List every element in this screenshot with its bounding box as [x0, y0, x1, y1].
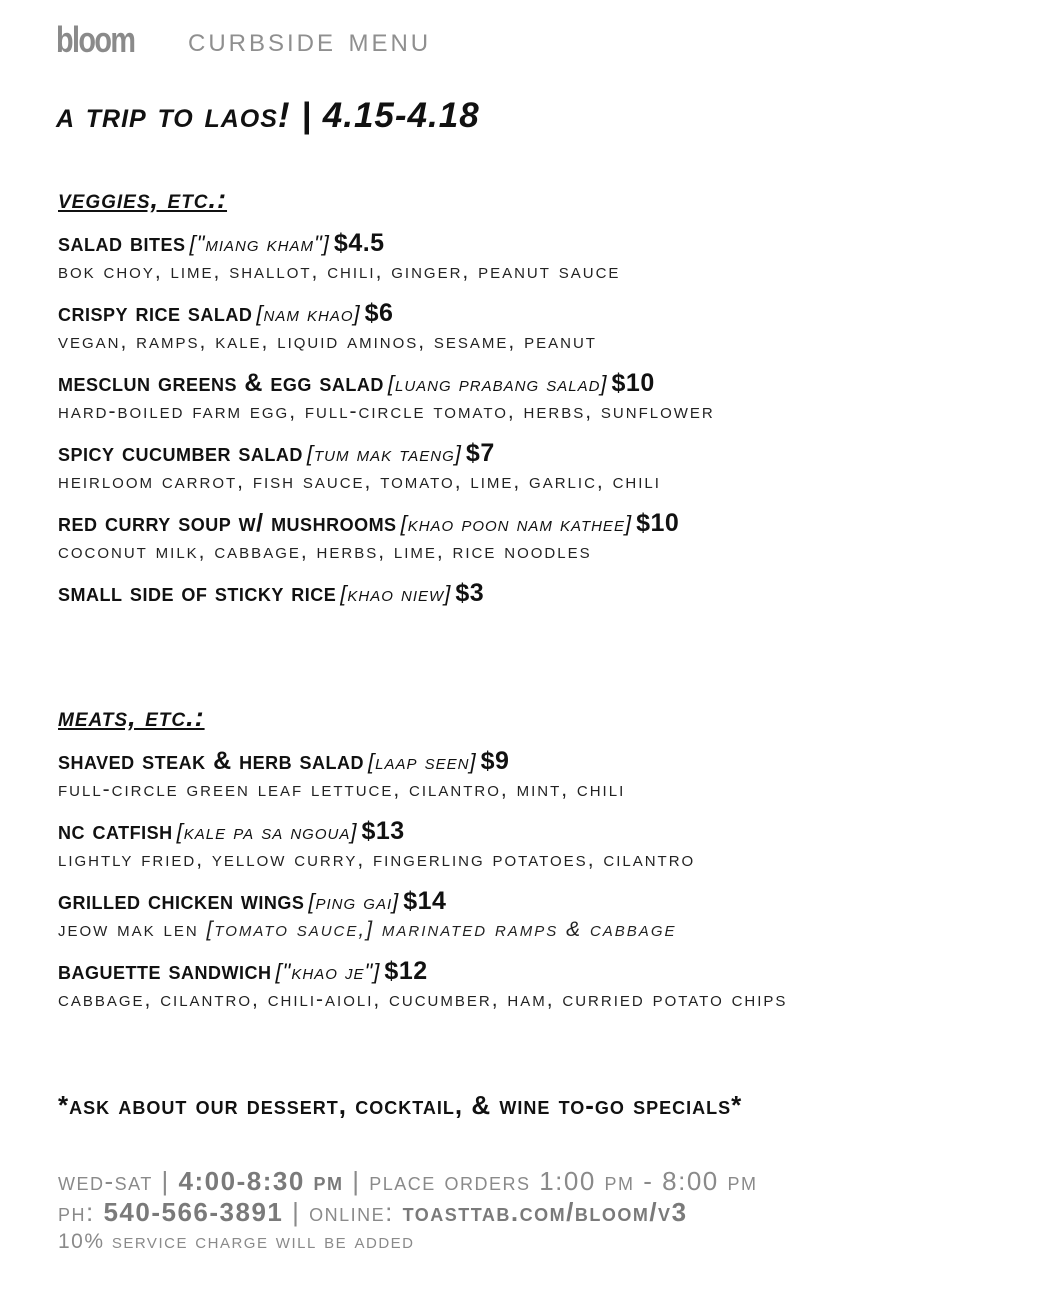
item-name: red curry soup w/ mushrooms: [58, 509, 397, 537]
item-description: vegan, ramps, kale, liquid aminos, sesame, peanut: [58, 330, 597, 353]
item-price: $13: [361, 817, 405, 845]
event-title: a trip to laos! | 4.15-4.18: [56, 96, 480, 135]
item-description: heirloom carrot, fish sauce, tomato, lime, garlic, chili: [58, 470, 661, 493]
section-heading-veggies: veggies, etc.:: [58, 184, 228, 214]
item-price: $6: [364, 299, 394, 327]
service-charge-note: 10% service charge will be added: [58, 1230, 415, 1253]
item-description: lightly fried, yellow curry, fingerling potatoes, cilantro: [58, 848, 696, 871]
specials-note: *ask about our dessert, cocktail, & wine to-go specials*: [58, 1090, 743, 1120]
menu-item: [58, 509, 715, 564]
item-description: [58, 918, 787, 942]
menu-item: [58, 439, 715, 494]
item-description: hard-boiled farm egg, full-circle tomato, herbs, sunflower: [58, 400, 715, 423]
item-alt-name: [kale pa sa ngoua]: [176, 819, 358, 844]
meats-section: [58, 702, 787, 1027]
days-text: wed-sat |: [58, 1166, 170, 1196]
item-price: $3: [455, 579, 485, 607]
menu-title: curbside menu: [188, 20, 432, 59]
menu-item: [58, 957, 787, 1012]
item-price: $12: [384, 957, 428, 985]
item-name: grilled chicken wings: [58, 887, 305, 915]
item-name: mesclun greens & egg salad: [58, 369, 384, 397]
item-alt-name: [ping gai]: [308, 889, 400, 914]
phone-label: ph:: [58, 1197, 95, 1227]
item-description-sauce: jeow mak len: [58, 918, 199, 941]
item-price: $10: [611, 369, 655, 397]
order-url-link[interactable]: toasttab.com/bloom/v3: [402, 1197, 688, 1227]
item-name: small side of sticky rice: [58, 579, 337, 607]
item-alt-name: [khao poon nam kathee]: [400, 511, 633, 536]
veggies-section: [58, 184, 715, 623]
menu-header: [56, 14, 431, 66]
item-description: full-circle green leaf lettuce, cilantro, mint, chili: [58, 778, 626, 801]
phone-number[interactable]: 540-566-3891: [103, 1197, 284, 1227]
item-name: spicy cucumber salad: [58, 439, 303, 467]
menu-item: [58, 817, 787, 872]
item-alt-name: ["miang kham"]: [189, 231, 330, 256]
menu-item: [58, 229, 715, 284]
item-name: baguette sandwich: [58, 957, 272, 985]
menu-item: [58, 299, 715, 354]
item-name: crispy rice salad: [58, 299, 253, 327]
footer-info: [58, 1166, 757, 1254]
item-alt-name: [laap seen]: [368, 749, 477, 774]
section-heading-meats: meats, etc.:: [58, 702, 205, 732]
item-name: nc catfish: [58, 817, 173, 845]
item-description-rest: [tomato sauce,] marinated ramps & cabbage: [206, 918, 677, 941]
orders-text: | place orders 1:00 pm - 8:00 pm: [352, 1166, 758, 1196]
item-price: $7: [465, 439, 495, 467]
item-alt-name: [luang prabang salad]: [387, 371, 608, 396]
online-label: | online:: [292, 1197, 394, 1227]
menu-item: [58, 747, 787, 802]
item-description: bok choy, lime, shallot, chili, ginger, peanut sauce: [58, 260, 621, 283]
item-description: cabbage, cilantro, chili-aioli, cucumber, ham, curried potato chips: [58, 988, 788, 1011]
item-alt-name: [nam khao]: [256, 301, 361, 326]
item-description: coconut milk, cabbage, herbs, lime, rice noodles: [58, 540, 592, 563]
item-name: shaved steak & herb salad: [58, 747, 365, 775]
item-alt-name: [khao niew]: [340, 581, 452, 606]
item-alt-name: [tum mak taeng]: [306, 441, 462, 466]
item-alt-name: ["khao je"]: [275, 959, 381, 984]
item-price: $4.5: [333, 229, 385, 257]
menu-item: [58, 369, 715, 424]
item-price: $9: [480, 747, 510, 775]
bloom-logo: bloom: [56, 19, 135, 60]
item-price: $14: [403, 887, 447, 915]
menu-item: [58, 579, 715, 608]
menu-item: [58, 887, 787, 942]
hours-text: 4:00-8:30 pm: [178, 1166, 344, 1196]
item-name: salad bites: [58, 229, 186, 257]
item-price: $10: [636, 509, 680, 537]
